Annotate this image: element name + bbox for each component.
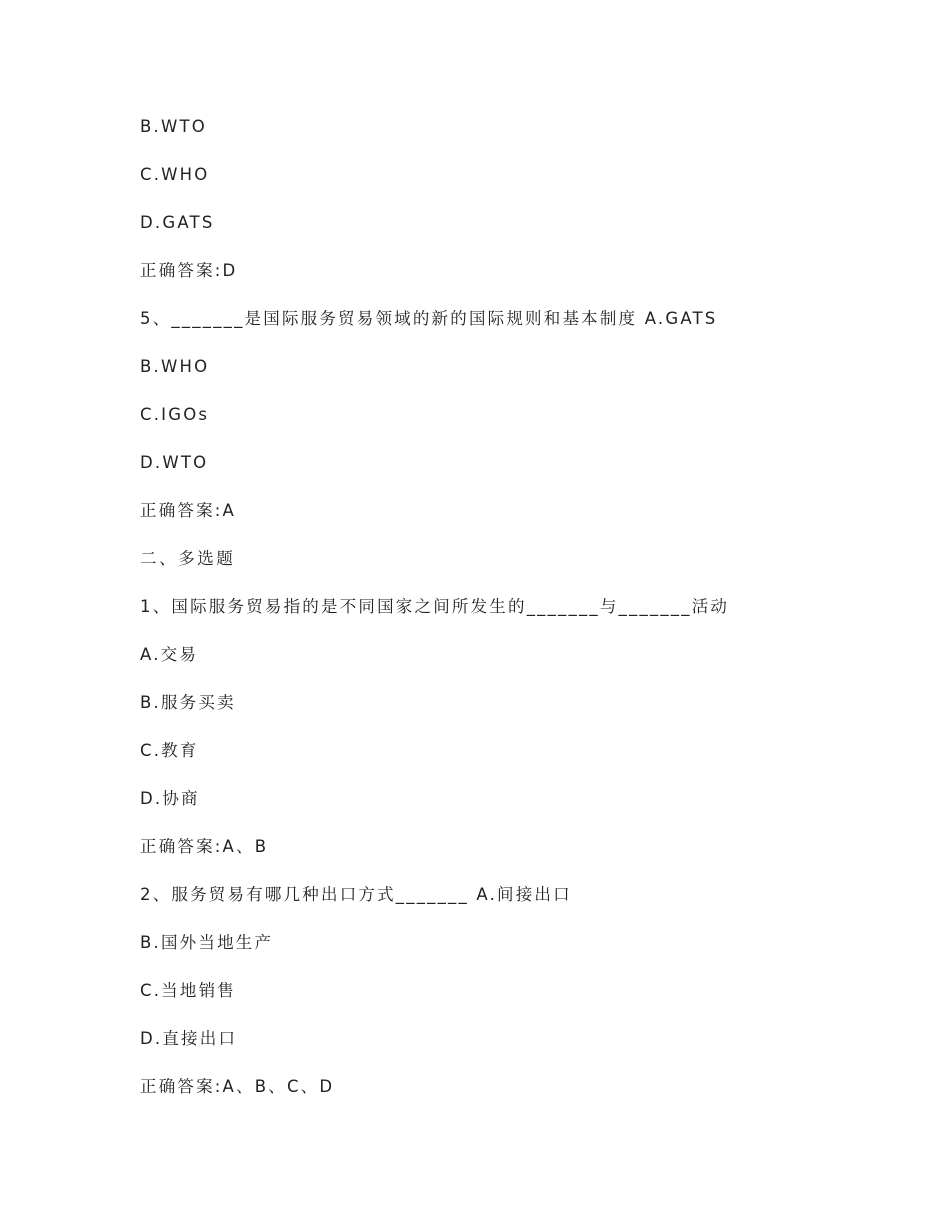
correct-answer: 正确答案:A bbox=[140, 501, 237, 520]
option-d: D.直接出口 bbox=[140, 1029, 238, 1048]
correct-answer: 正确答案:A、B bbox=[140, 837, 269, 856]
correct-answer: 正确答案:D bbox=[140, 261, 238, 280]
option-c: C.教育 bbox=[140, 741, 199, 760]
question-1: 1、国际服务贸易指的是不同国家之间所发生的_______与_______活动 bbox=[140, 597, 730, 616]
option-b: B.国外当地生产 bbox=[140, 933, 274, 952]
option-a: A.交易 bbox=[140, 645, 199, 664]
option-d: D.WTO bbox=[140, 453, 209, 472]
option-b: B.服务买卖 bbox=[140, 693, 236, 712]
option-d: D.协商 bbox=[140, 789, 200, 808]
option-b: B.WHO bbox=[140, 357, 210, 376]
option-c: C.WHO bbox=[140, 165, 210, 184]
correct-answer: 正确答案:A、B、C、D bbox=[140, 1077, 335, 1096]
option-c: C.当地销售 bbox=[140, 981, 236, 1000]
document-content bbox=[140, 112, 840, 1120]
option-d: D.GATS bbox=[140, 213, 215, 232]
question-5: 5、_______是国际服务贸易领域的新的国际规则和基本制度 A.GATS bbox=[140, 309, 718, 328]
question-2: 2、服务贸易有哪几种出口方式_______ A.间接出口 bbox=[140, 885, 572, 904]
option-c: C.IGOs bbox=[140, 405, 210, 424]
section-heading-multiple-choice: 二、多选题 bbox=[140, 549, 236, 568]
option-b: B.WTO bbox=[140, 117, 207, 136]
